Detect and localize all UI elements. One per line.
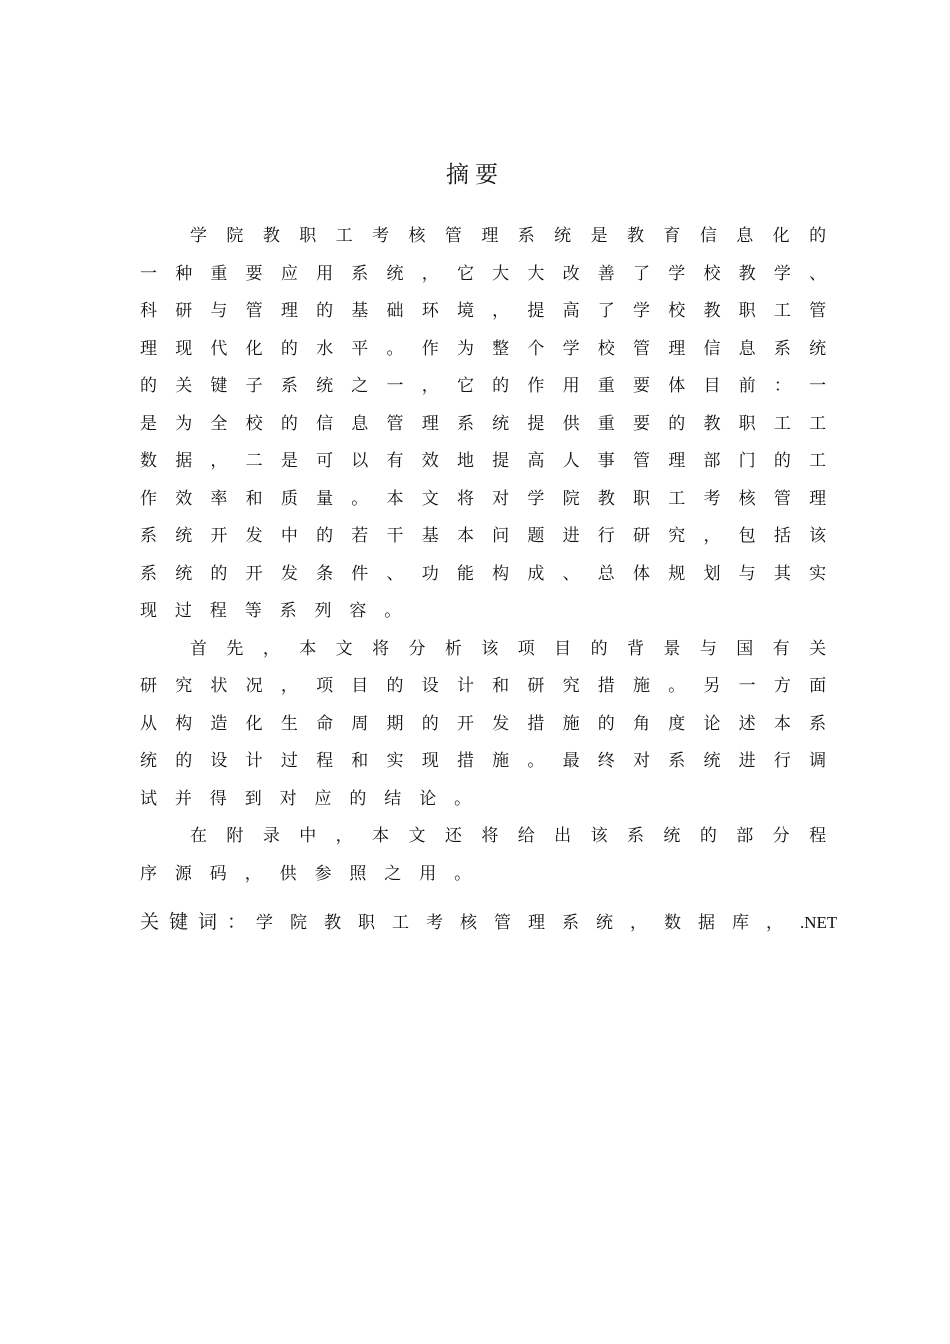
abstract-title: 摘要 [446, 162, 504, 188]
keywords-value: 学院教职工考核管理系统，数据库， [256, 913, 801, 933]
keywords-line [140, 904, 850, 942]
abstract-paragraph-3: 在附录中，本文还将给出该系统的部分程序源码，供参照之用。 [140, 826, 844, 884]
keywords-label: 关键词： [140, 911, 257, 933]
abstract-body [140, 218, 844, 893]
abstract-paragraph-2: 首先，本文将分析该项目的背景与国有关研究状况，项目的设计和研究措施。另一方面从构造化生命周期的开发措施的角度论述本系统的设计过程和实现措施。最终对系统进行调试并得到对应的结论。 [140, 638, 844, 809]
abstract-paragraph-1: 学院教职工考核管理系统是教育信息化的一种重要应用系统，它大大改善了学校教学、科研与管理的基础环境，提高了学校教职工管理现代化的水平。作为整个学校管理信息系统的关键子系统之一，它的作用重要体目前：一是为全校的信息管理系统提供重要的教职工工数据，二是可以有效地提高人事管理部门的工作效率和质量。本文将对学院教职工考核管理系统开发中的若干基本问题进行研究，包括该系统的开发条件、功能构成、总体规划与其实现过程等系列容。 [140, 226, 844, 621]
keywords-suffix: .NET [800, 913, 838, 932]
